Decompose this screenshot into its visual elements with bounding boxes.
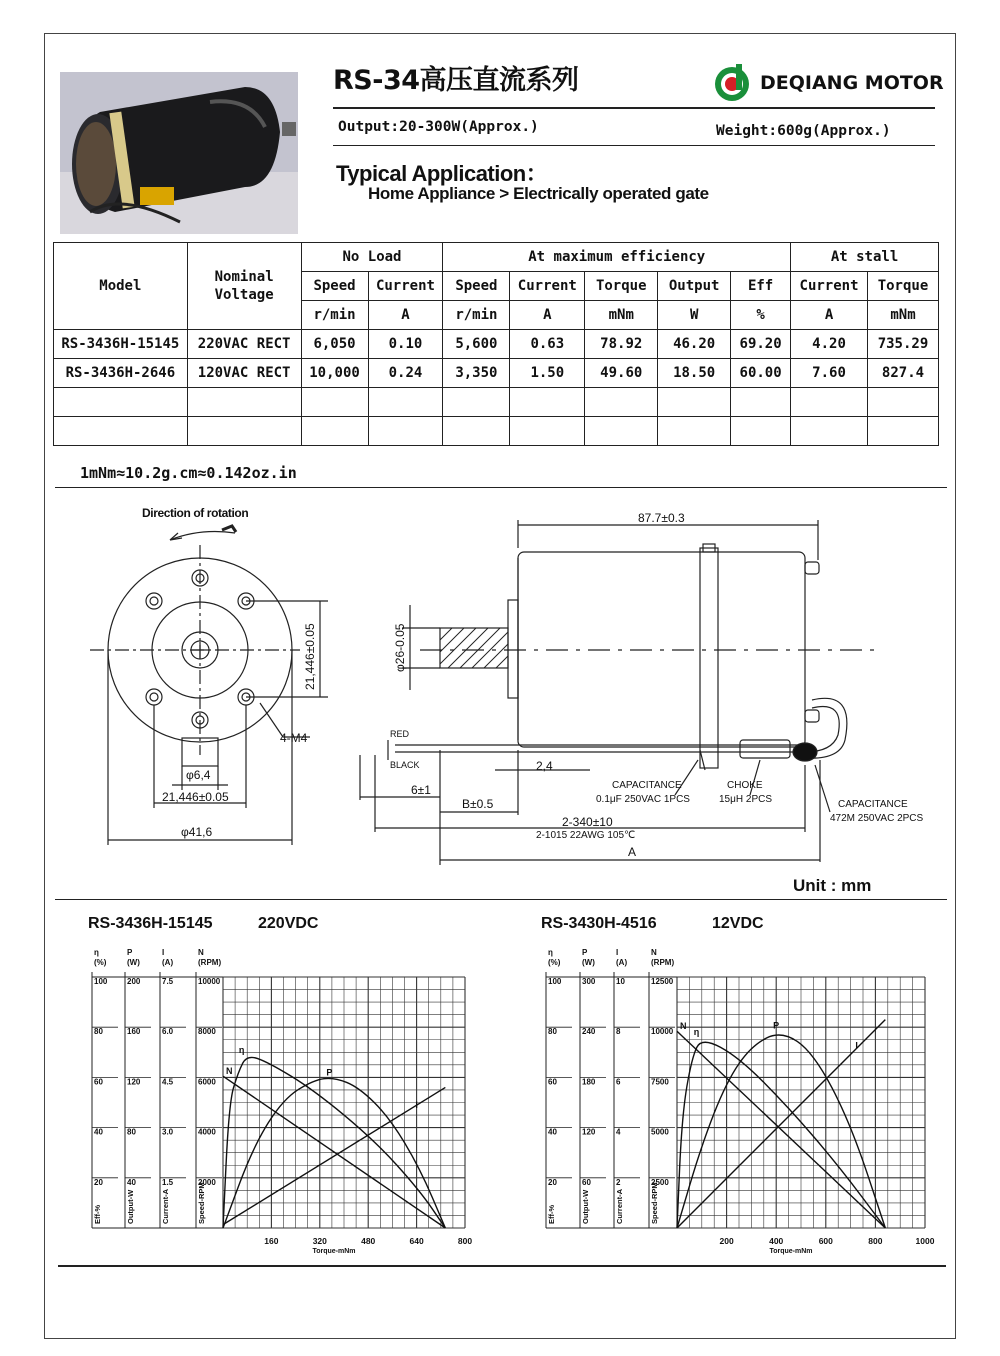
header-divider (333, 107, 935, 109)
axis-head-symbol: P (127, 948, 133, 957)
axis-head-unit: (A) (162, 958, 174, 967)
chart1-title: RS-3436H-15145 (88, 915, 213, 932)
axis-name: Output-W (581, 1189, 590, 1224)
choke-spec: 15μH 2PCS (719, 794, 773, 805)
table-cell: 827.4 (868, 359, 939, 388)
tick-label: 10000 (198, 977, 221, 986)
header-noload: No Load (301, 243, 443, 272)
table-cell: 0.10 (368, 330, 443, 359)
table-cell: 78.92 (585, 330, 658, 359)
axis-head-unit: (RPM) (651, 958, 675, 967)
cap2-label: CAPACITANCE (838, 799, 908, 810)
table-row (54, 359, 939, 388)
x-tick-label: 200 (719, 1236, 734, 1246)
table-cell: 735.29 (868, 330, 939, 359)
dim-21446-vertical: 21,446±0.05 (303, 623, 317, 690)
sub-header: Output (658, 272, 731, 301)
x-axis-label: Torque-mNm (312, 1248, 356, 1255)
dim-24: 2,4 (536, 759, 553, 773)
tick-label: 2000 (198, 1177, 216, 1187)
sub-header: Speed (443, 272, 510, 301)
tick-label: 8000 (198, 1027, 216, 1037)
tick-label: 6 (616, 1077, 621, 1087)
footer-divider (58, 1265, 946, 1267)
sub-header: Torque (585, 272, 658, 301)
unit-cell: mNm (585, 301, 658, 330)
tick-label: 40 (94, 1127, 103, 1137)
header-model: Model (54, 243, 188, 330)
wire-awg-label: 2-1015 22AWG 105℃ (536, 830, 636, 841)
axis-head-symbol: η (94, 948, 99, 957)
section-divider (55, 487, 947, 488)
table-cell: 0.63 (510, 330, 585, 359)
x-tick-label: 800 (457, 1236, 473, 1246)
table-cell: 120VAC RECT (187, 359, 301, 388)
table-cell: 3,350 (443, 359, 510, 388)
cap1-spec: 0.1μF 250VAC 1PCS (596, 794, 690, 805)
dim-61: 6±1 (411, 783, 431, 797)
output-spec: Output:20-300W(Approx.) (338, 119, 539, 135)
axis-head-unit: (W) (582, 958, 595, 967)
axis-head-unit: (A) (616, 958, 628, 967)
table-cell: 46.20 (658, 330, 731, 359)
series-label: η (693, 1027, 700, 1038)
dim-26: φ26-0.05 (393, 623, 407, 672)
tick-label: 2500 (651, 1177, 669, 1187)
table-cell: 5,600 (443, 330, 510, 359)
axis-head-symbol: I (162, 948, 165, 957)
tick-label: 4.5 (162, 1077, 174, 1087)
x-tick-label: 160 (264, 1236, 279, 1246)
tick-label: 200 (127, 977, 141, 986)
axis-head-symbol: N (198, 948, 204, 957)
tick-label: 3.0 (162, 1127, 174, 1137)
motor-drawing (0, 490, 1000, 900)
table-row (54, 330, 939, 359)
application-title: Typical Application： (336, 161, 548, 186)
cap1-label: CAPACITANCE (612, 780, 682, 791)
series-label: I (415, 1099, 418, 1110)
tick-label: 7500 (651, 1077, 669, 1087)
dim-416: φ41,6 (181, 825, 213, 839)
axis-head-symbol: I (616, 948, 619, 957)
tick-label: 4 (616, 1127, 621, 1137)
table-cell: 49.60 (585, 359, 658, 388)
dim-b: B±0.5 (462, 797, 494, 811)
unit-cell: r/min (443, 301, 510, 330)
tick-label: 7.5 (162, 977, 174, 986)
tick-label: 6.0 (162, 1027, 174, 1037)
axis-head-unit: (%) (94, 958, 107, 967)
series-line-η (677, 1042, 885, 1228)
tick-label: 60 (548, 1077, 557, 1087)
table-cell: 60.00 (731, 359, 791, 388)
x-tick-label: 480 (361, 1236, 376, 1246)
axis-head-unit: (W) (127, 958, 140, 967)
unit-cell: A (791, 301, 868, 330)
unit-cell: W (658, 301, 731, 330)
table-cell: 0.24 (368, 359, 443, 388)
chart2-title: RS-3430H-4516 (541, 915, 657, 932)
page-title: RS-34高压直流系列 (333, 65, 579, 96)
axis-head-symbol: P (582, 948, 588, 957)
chart1-subtitle: 220VDC (258, 915, 319, 932)
table-cell: 4.20 (791, 330, 868, 359)
tick-label: 1.5 (162, 1177, 174, 1187)
unit-conversion: 1mNm≈10.2g.cm≈0.142oz.in (80, 464, 297, 482)
sub-header: Current (368, 272, 443, 301)
unit-cell: mNm (868, 301, 939, 330)
sub-header: Eff (731, 272, 791, 301)
x-tick-label: 1000 (915, 1236, 935, 1246)
series-label: N (680, 1021, 687, 1032)
dim-64: φ6,4 (186, 768, 211, 782)
table-cell: 10,000 (301, 359, 368, 388)
tick-label: 20 (548, 1177, 557, 1187)
choke-label: CHOKE (727, 780, 763, 791)
x-axis-label: Torque-mNm (769, 1248, 813, 1255)
unit-cell: r/min (301, 301, 368, 330)
tick-label: 240 (582, 1027, 596, 1037)
tick-label: 100 (548, 977, 562, 986)
tick-label: 10000 (651, 1027, 674, 1037)
direction-label: Direction of rotation (142, 506, 249, 520)
chart2-subtitle: 12VDC (712, 915, 764, 932)
table-row-empty (54, 388, 939, 417)
sub-header: Current (510, 272, 585, 301)
x-tick-label: 320 (312, 1236, 327, 1246)
tick-label: 300 (582, 977, 596, 986)
tick-label: 12500 (651, 977, 674, 986)
unit-cell: A (510, 301, 585, 330)
tick-label: 120 (582, 1127, 596, 1137)
axis-head-symbol: N (651, 948, 657, 957)
x-tick-label: 600 (818, 1236, 833, 1246)
series-label: P (773, 1020, 780, 1031)
tick-label: 5000 (651, 1127, 669, 1137)
application-text: Home Appliance > Electrically operated gate (368, 184, 709, 203)
brand-name: DEQIANG MOTOR (760, 72, 944, 94)
table-cell: RS-3436H-2646 (54, 359, 188, 388)
tick-label: 10 (616, 977, 625, 986)
tick-label: 4000 (198, 1127, 216, 1137)
axis-head-unit: (RPM) (198, 958, 222, 967)
axis-name: Eff-% (93, 1204, 102, 1224)
tick-label: 180 (582, 1077, 596, 1087)
x-tick-label: 400 (769, 1236, 784, 1246)
series-line-N (223, 1076, 445, 1228)
x-tick-label: 800 (868, 1236, 883, 1246)
table-cell: RS-3436H-15145 (54, 330, 188, 359)
tick-label: 120 (127, 1077, 141, 1087)
axis-name: Current-A (615, 1189, 624, 1224)
axis-name: Speed-RPM (650, 1182, 659, 1224)
header-stall: At stall (791, 243, 939, 272)
x-tick-label: 640 (409, 1236, 424, 1246)
axis-name: Output-W (126, 1189, 135, 1224)
cap2-spec: 472M 250VAC 2PCS (830, 813, 924, 824)
header-divider-2 (333, 145, 935, 146)
tick-label: 60 (582, 1177, 591, 1187)
axis-name: Speed-RPM (197, 1182, 206, 1224)
table-cell: 6,050 (301, 330, 368, 359)
series-label: P (326, 1067, 333, 1078)
series-label: η (238, 1044, 245, 1055)
dim-a: A (628, 845, 637, 859)
table-cell: 220VAC RECT (187, 330, 301, 359)
unit-cell: % (731, 301, 791, 330)
tick-label: 40 (127, 1177, 136, 1187)
tick-label: 20 (94, 1177, 103, 1187)
unit-cell: A (368, 301, 443, 330)
tick-label: 60 (94, 1077, 103, 1087)
wire-red-label: RED (390, 729, 410, 739)
spec-table (53, 242, 939, 446)
performance-charts (0, 940, 1000, 1270)
dim-2340: 2-340±10 (562, 815, 613, 829)
tick-label: 80 (127, 1127, 136, 1137)
tick-label: 160 (127, 1027, 141, 1037)
tick-label: 40 (548, 1127, 557, 1137)
series-line-I (677, 1020, 885, 1228)
table-cell: 1.50 (510, 359, 585, 388)
tick-label: 6000 (198, 1077, 216, 1087)
table-cell: 69.20 (731, 330, 791, 359)
axis-head-unit: (%) (548, 958, 561, 967)
weight-spec: Weight:600g(Approx.) (716, 123, 891, 139)
tick-label: 100 (94, 977, 108, 986)
motor-photo (60, 72, 298, 234)
axis-head-symbol: η (548, 948, 553, 957)
axis-name: Current-A (161, 1189, 170, 1224)
series-label: I (855, 1040, 858, 1051)
tick-label: 80 (94, 1027, 103, 1037)
unit-label: Unit : mm (793, 876, 872, 895)
tick-label: 80 (548, 1027, 557, 1037)
tick-label: 2 (616, 1177, 621, 1187)
table-row-empty (54, 417, 939, 446)
sub-header: Speed (301, 272, 368, 301)
series-label: N (226, 1066, 233, 1077)
table-cell: 18.50 (658, 359, 731, 388)
section-divider-2 (55, 899, 947, 900)
brand-logo (712, 62, 752, 108)
header-voltage: Nominal Voltage (187, 243, 301, 330)
dim-21446-horizontal: 21,446±0.05 (162, 790, 229, 804)
dim-877: 87.7±0.3 (638, 511, 685, 525)
table-cell: 7.60 (791, 359, 868, 388)
axis-name: Eff-% (547, 1204, 556, 1224)
header-maxeff: At maximum efficiency (443, 243, 791, 272)
dim-4m4: 4-M4 (280, 731, 308, 745)
wire-black-label: BLACK (390, 760, 420, 770)
sub-header: Torque (868, 272, 939, 301)
sub-header: Current (791, 272, 868, 301)
tick-label: 8 (616, 1027, 621, 1037)
